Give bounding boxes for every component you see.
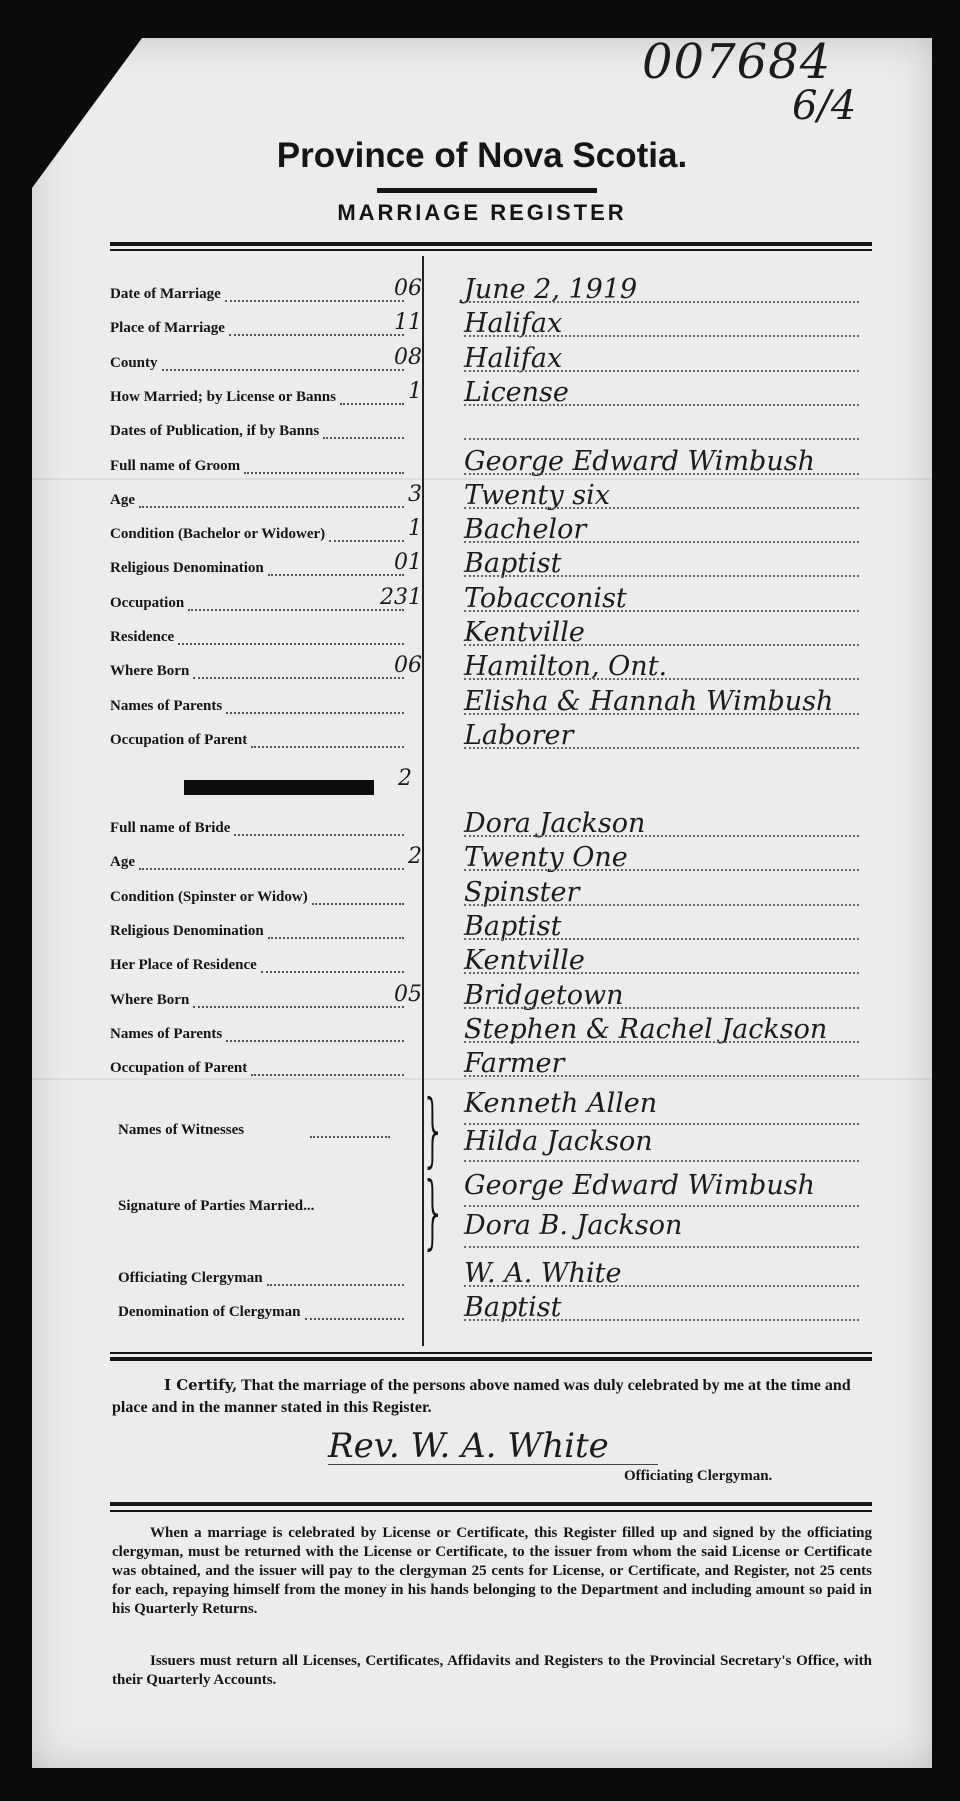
field-value: Spinster [464,876,580,908]
dotted-leader [323,435,404,439]
field-label: Condition (Bachelor or Widower) [110,526,326,543]
signature-bride: Dora B. Jackson [464,1210,683,1241]
field-value: Baptist [464,548,562,580]
register-form [32,34,932,1768]
field-value: Baptist [464,910,562,942]
dotted-line [464,573,859,577]
dotted-line [464,970,859,974]
field-label: How Married; by License or Banns [110,388,336,405]
field-label: Denomination of Clergyman [118,1304,301,1320]
field-label: Date of Marriage [110,286,221,302]
field-value: Hamilton, Ont. [464,651,668,683]
dotted-leader [226,1038,404,1042]
dotted-line [464,745,859,749]
field-value: Elisha & Hannah Wimbush [464,685,834,717]
dotted-line [464,1158,859,1162]
page-title: Province of Nova Scotia. [276,136,688,175]
field-label: Place of Marriage [110,320,225,337]
dotted-line [464,676,859,680]
dotted-line [464,1244,859,1248]
field-value: Kentville [464,617,585,648]
dotted-line [464,1203,859,1207]
dotted-leader [251,1072,404,1076]
coding-mark: 1 [408,516,422,542]
field-value: Farmer [464,1048,565,1080]
header-rule [110,242,872,246]
dotted-line [464,1121,859,1125]
coding-mark: 06 [394,653,422,679]
dotted-line [464,867,859,871]
field-label: Religious Denomination [110,560,264,577]
notice-paragraph-2: Issuers must return all Licenses, Certificates, Affidavits and Registers to the Provincial Secretary's Office, with their Quarterly Accounts. [112,1653,872,1688]
dotted-line [464,299,859,303]
dotted-line [464,368,859,372]
dotted-line [464,333,859,337]
dotted-leader [305,1316,404,1320]
dotted-leader [261,969,404,973]
coding-mark: 231 [380,584,422,610]
coding-mark: 3 [408,481,422,507]
field-label: Religious Denomination [110,922,264,939]
certification [112,1374,872,1419]
signature-groom: George Edward Wimbush [464,1170,815,1201]
dotted-line [464,1039,859,1043]
dotted-line [464,436,859,440]
field-label: Occupation of Parent [110,731,248,748]
field-label: Occupation [110,594,185,611]
dotted-line [464,833,859,837]
dotted-line [464,711,859,715]
field-value: Dora Jackson [464,808,646,839]
field-label: Condition (Spinster or Widow) [110,888,308,905]
field-label: Officiating Clergyman [118,1270,263,1286]
dotted-line [464,505,859,509]
field-value: Halifax [464,308,563,340]
field-label: Names of Parents [110,697,223,714]
register-number: 007684 [642,34,832,90]
notice-paragraph-1: When a marriage is celebrated by License or Certificate, this Register filled up and signed by the officiating clergyman, must be returned with the License or Certificate, to the issuer from whom the said License or Certificate was obtained, and the issuer will pay to the clergyman 25 cents for License, or Certificate, and Register, not 25 cents for each, repaying himself from the money in his hands belonging to the Department and including amount so paid in his Quarterly Returns. [112,1525,872,1617]
dotted-line [464,1283,859,1287]
coding-mark: 01 [394,550,422,576]
field-label: Age [110,854,135,871]
dotted-leader [268,935,404,939]
dotted-line [464,1005,859,1009]
field-value: License [464,376,569,408]
signatures-label: Signature of Parties Married... [118,1198,315,1214]
field-label: Full name of Bride [110,820,231,836]
field-value: Twenty One [464,842,628,874]
page-subtitle: MARRIAGE REGISTER [337,200,627,225]
dotted-line [464,608,859,612]
field-value: Bridgetown [464,979,624,1011]
dotted-leader [226,710,404,714]
dotted-line [464,539,859,543]
section-rule [110,1352,872,1354]
witness-2: Hilda Jackson [464,1126,653,1157]
field-label: Full name of Groom [110,457,241,474]
field-label: Residence [110,629,175,645]
coding-mark: 08 [394,344,422,370]
coding-mark: 05 [394,981,422,1007]
signature-caption: Officiating Clergyman. [624,1468,773,1484]
coding-mark: 11 [394,310,422,336]
notice-rule [110,1502,872,1506]
field-label: Her Place of Residence [110,957,257,974]
field-value: George Edward Wimbush [464,445,815,477]
clergyman-signature: Rev. W. A. White [328,1426,609,1466]
field-label: Where Born [110,663,190,680]
coding-mark: 06 [394,276,422,301]
dotted-leader [251,744,404,748]
field-value: June 2, 1919 [464,274,638,305]
coding-mark: 2 [408,844,422,870]
field-label: Dates of Publication, if by Banns [110,423,320,440]
header-rule [110,249,872,251]
witness-1: Kenneth Allen [464,1088,658,1119]
field-value: Stephen & Rachel Jackson [464,1013,828,1045]
dotted-leader [310,1134,390,1138]
field-label: Occupation of Parent [110,1060,248,1077]
dotted-leader [234,832,404,836]
dotted-line [464,642,859,646]
dotted-line [464,1317,859,1321]
dotted-line [464,402,859,406]
page-mark: 6/4 [792,83,857,129]
field-value: Tobacconist [464,582,627,614]
dotted-line [464,936,859,940]
field-label: Names of Parents [110,1025,223,1042]
field-value: Baptist [464,1292,562,1323]
dotted-line [464,1073,859,1077]
title-underline [377,188,597,193]
witnesses-label: Names of Witnesses [118,1122,245,1138]
dotted-leader [312,901,404,905]
field-value: Laborer [464,719,574,751]
dotted-leader [244,470,404,474]
field-value: Bachelor [464,514,587,546]
field-label: Age [110,491,135,508]
field-value: Halifax [464,342,563,374]
field-label: Where Born [110,991,190,1008]
bride-section-code: 2 [398,766,412,791]
dotted-leader [267,1282,404,1286]
signature-line [328,1462,658,1465]
section-rule [110,1357,872,1361]
certify-lead: I Certify, [164,1376,238,1394]
dotted-line [464,471,859,475]
coding-mark: 1 [408,378,422,404]
brace: } [420,1165,447,1258]
dotted-line [464,902,859,906]
field-value: Twenty six [464,479,610,511]
dotted-leader [178,641,404,645]
certify-text: That the marriage of the persons above named was duly celebrated by me at the time and place and in the manner stated in this Register. [112,1377,851,1416]
field-value: W. A. White [464,1258,622,1289]
field-label: County [110,354,158,371]
brace: } [420,1083,447,1176]
notice-rule [110,1510,872,1512]
field-value: Kentville [464,945,585,977]
